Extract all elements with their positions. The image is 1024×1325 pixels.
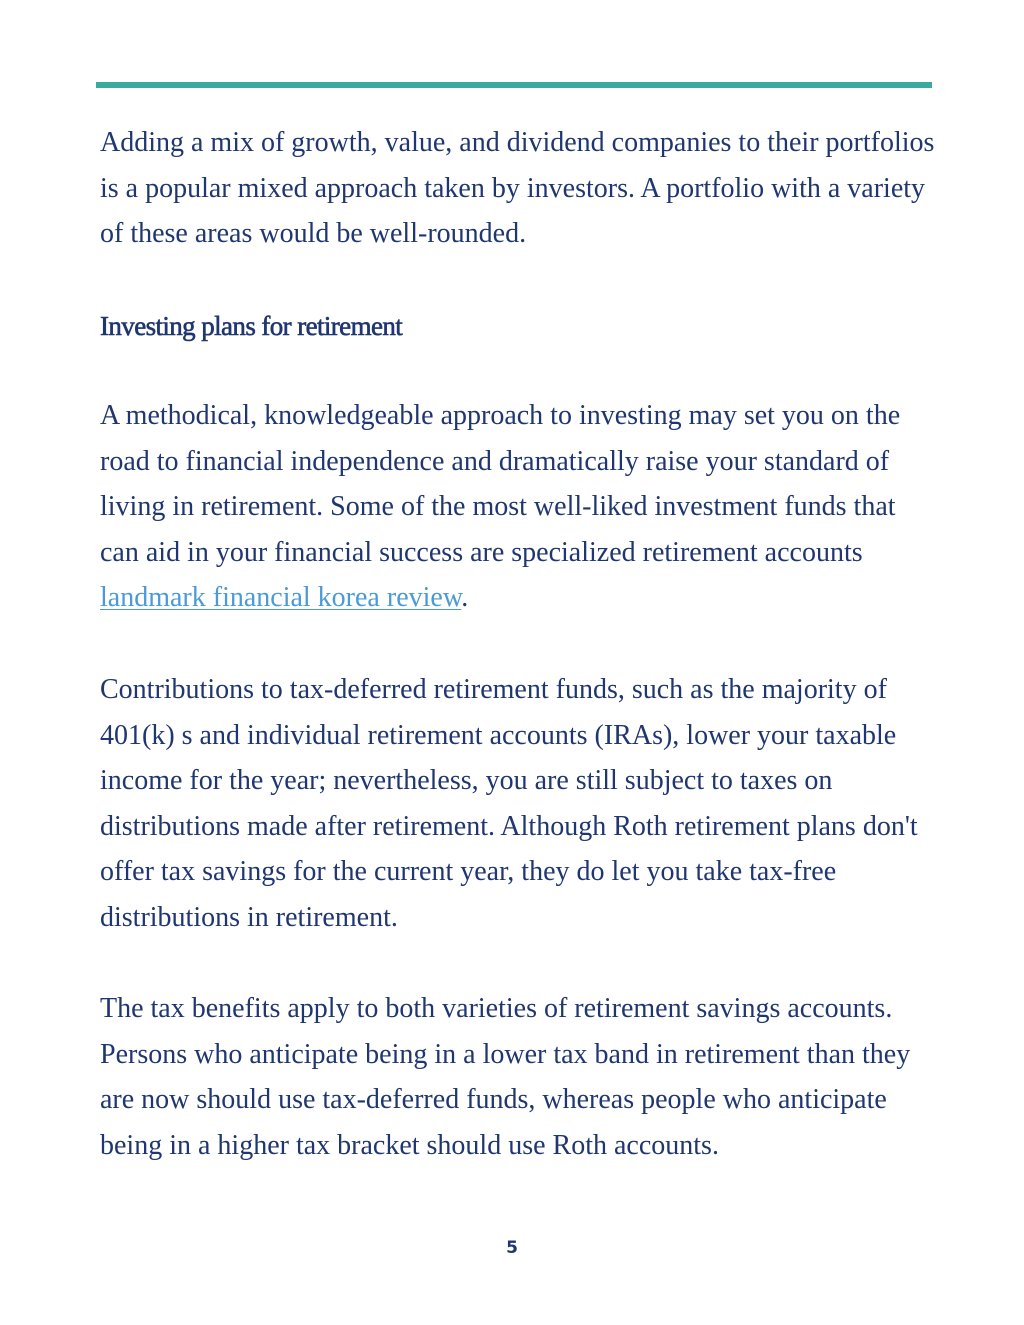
paragraph-tax-benefits: The tax benefits apply to both varieties of retirement savings accounts. Persons who anticipate being in a lower tax band in retirement than they are now should use tax-deferred funds, whereas people who anticipate being in a higher tax bracket should use Roth accounts. — [100, 993, 911, 1161]
section-heading: Investing plans for retirement — [100, 311, 403, 341]
paragraph-end-period: . — [461, 582, 469, 614]
page-number: 5 — [506, 1238, 518, 1258]
landmark-financial-review-link[interactable]: landmark financial korea review — [100, 582, 462, 614]
paragraph-mixed-approach: Adding a mix of growth, value, and dividend companies to their portfolios is a popular mixed approach taken by investors. A portfolio with a variety of these areas would be well-rounded. — [100, 127, 935, 250]
top-divider-rule — [96, 82, 932, 88]
paragraph-retirement-intro — [100, 393, 940, 621]
paragraph-tax-deferred: Contributions to tax-deferred retirement funds, such as the majority of 401(k) s and individual retirement accounts (IRAs), lower your taxable income for the year; nevertheless, you are still subject to taxes on distributions made after retirement. Although Roth retirement plans don't offer tax savings for the current year, they do let you take tax-free distributions in retirement. — [100, 674, 918, 933]
paragraph-retirement-intro-text: A methodical, knowledgeable approach to investing may set you on the road to financial independence and dramatically raise your standard of living in retirement. Some of the most well-liked investment funds that can aid in your financial success are specialized retirement accounts — [100, 400, 901, 568]
